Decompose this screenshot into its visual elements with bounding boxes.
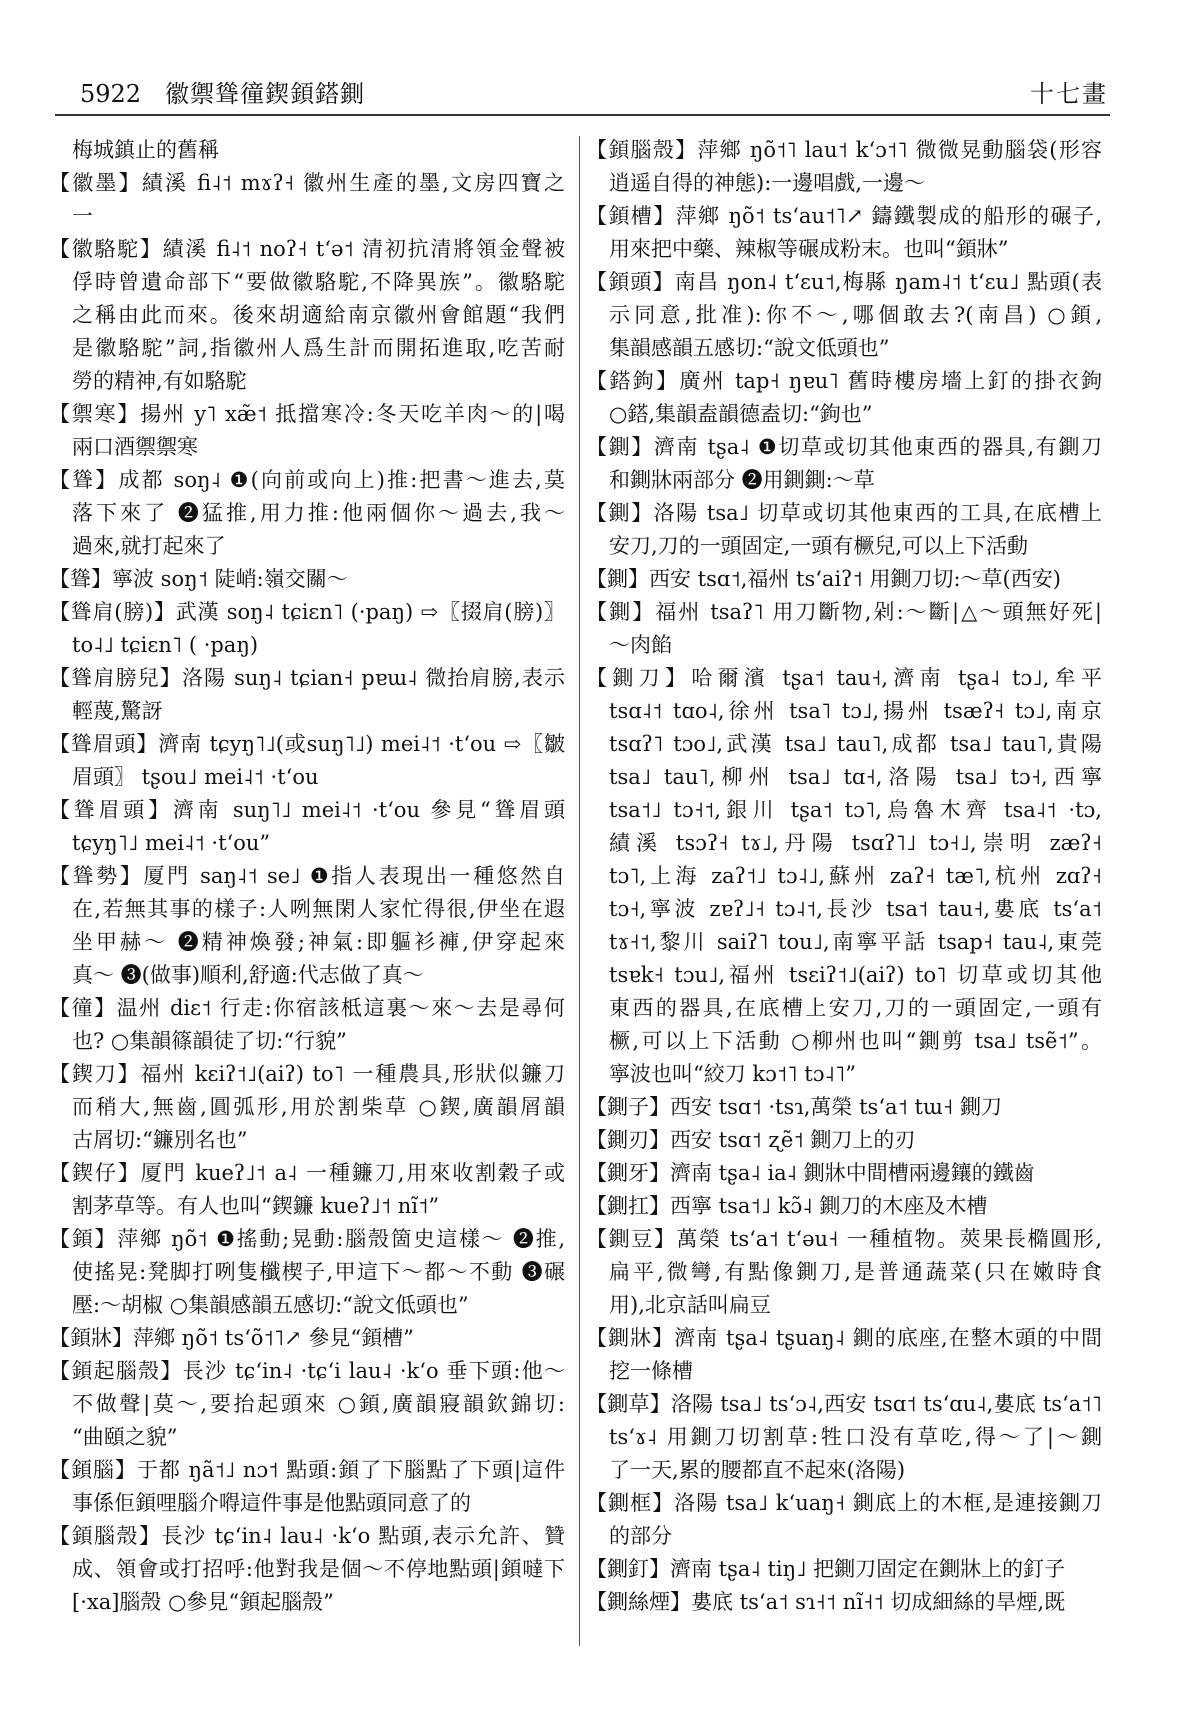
dictionary-entry — [586, 431, 1102, 497]
entry-line: tsɑʔ˥ tɔo˩,武漢 tsa˩ tau˥,成都 tsa˩ tau˥,貴陽 — [609, 732, 1102, 756]
entry-line: 也? ○集韻篠韻徒了切:“行貌” — [72, 1029, 347, 1053]
entry-line: “曲頤之貌” — [72, 1425, 178, 1449]
dictionary-entry — [586, 1124, 1102, 1157]
stroke-count: 十七畫 — [1030, 80, 1108, 108]
dictionary-entry — [586, 662, 1102, 1091]
entry-line: 過來,就打起來了 — [72, 534, 226, 558]
running-header — [60, 78, 1108, 110]
entry-line: 勞的精神,有如駱駝 — [72, 369, 247, 393]
entry-headline: 【鍘】福州 tsaʔ˥ 用刀斷物,剁:～斷|△～頭無好死| — [586, 600, 1102, 624]
dictionary-entry — [49, 860, 565, 992]
entry-line: 使搖晃:凳脚打咧隻櫼楔子,甲這下～都～不動 ❸碾 — [72, 1260, 565, 1284]
dictionary-entry — [49, 1223, 565, 1322]
entry-headline: 【聳眉頭】濟南 suŋ˥˩ mei˨˦ ·t‘ou 參見“聳眉頭 — [49, 798, 565, 822]
dictionary-entry — [586, 563, 1102, 596]
entry-line: tsɑ˨˦ tɑo˨,徐州 tsa˥ tɔ˩,揚州 tsæʔ˧ tɔ˩,南京 — [609, 699, 1102, 723]
dictionary-entry — [49, 1520, 565, 1619]
entry-line: 梅城鎮止的舊稱 — [72, 138, 219, 162]
entry-headline: 【顉頭】南昌 ŋon˨ t‘ɛu˦,梅縣 ŋam˨˦ t‘ɛu˩ 點頭(表 — [586, 270, 1102, 294]
entry-line: to˨˩ tɕiɛn˥ ( ·paŋ) — [72, 633, 259, 657]
entry-headline: 【聳肩(膀)】武漢 soŋ˨ tɕiɛn˥ (·paŋ) ⇨〖掇肩(膀)〗 — [49, 600, 565, 624]
dictionary-entry — [586, 1553, 1102, 1586]
dictionary-entry — [586, 596, 1102, 662]
page-number: 5922 — [80, 80, 142, 108]
entry-line: 事係佢顉哩腦介嘚這件事是他點頭同意了的 — [72, 1491, 471, 1515]
entry-headline: 【鍘絲煙】婁底 ts‘a˦ sɿ˧˦ nĩ˧˦ 切成細絲的旱煙,既 — [586, 1590, 1066, 1614]
entry-headline: 【顉腦】于都 ŋã˦˩ nɔ˦ 點頭:顉了下腦點了下頭|這件 — [49, 1458, 565, 1482]
entry-line: 落下來了 ❷猛推,用力推:他兩個你～過去,我～ — [72, 501, 565, 525]
entry-line: 示同意,批准):你不～,哪個敢去?(南昌) ○顉, — [609, 303, 1102, 327]
entry-headline: 【鍘】濟南 tʂa˨ ❶切草或切其他東西的器具,有鍘刀 — [586, 435, 1102, 459]
entry-headline: 【顉腦殼】長沙 tɕ‘in˨ lau˨ ·k‘o 點頭,表示允許、贊 — [49, 1524, 565, 1548]
entry-line: 壓:～胡椒 ○集韻感韻五感切:“說文低頭也” — [72, 1293, 469, 1317]
dictionary-entry — [586, 1586, 1102, 1619]
dictionary-entry — [49, 167, 565, 233]
dictionary-entry — [586, 1223, 1102, 1322]
entry-line: tɤ˧˦,黎川 saiʔ˥ tou˩,南寧平話 tsap˧ tau˨,東莞 — [609, 930, 1102, 954]
entry-line: 用),北京話叫扁豆 — [609, 1293, 771, 1317]
entry-headline: 【鍘】西安 tsɑ˦,福州 ts‘aiʔ˦ 用鍘刀切:～草(西安) — [586, 567, 1061, 591]
entry-headline: 【鍘草】洛陽 tsa˩ ts‘ɔ˨,西安 tsɑ˦ ts‘ɑu˨,婁底 ts‘a˦˥ — [586, 1392, 1102, 1416]
entry-line: 不做聲|莫～,要抬起頭來 ○顉,廣韻寢韻欽錦切: — [72, 1392, 565, 1416]
dictionary-entry — [49, 1058, 565, 1157]
entry-headline: 【聳】寧波 soŋ˦ 陡峭:嶺交關～ — [49, 567, 348, 591]
entry-headline: 【鍘牀】濟南 tʂa˨ tʂuaŋ˨ 鍘的底座,在整木頭的中間 — [586, 1326, 1102, 1350]
entry-line: 而稍大,無齒,圓弧形,用於割柴草 ○鍥,廣韻屑韻 — [72, 1095, 565, 1119]
entry-headline: 【顉】萍鄉 ŋõ˦ ❶搖動;晃動:腦殼箇史這樣～ ❷推, — [49, 1227, 565, 1251]
entry-headline: 【鍘刀】哈爾濱 tʂa˦ tau˧,濟南 tʂa˨ tɔ˩,牟平 — [586, 666, 1102, 690]
entry-line: 真～ ❸(做事)順利,舒適:代志做了真～ — [72, 963, 424, 987]
dictionary-entry — [586, 1487, 1102, 1553]
dictionary-entry — [586, 134, 1102, 200]
entry-line: 東西的器具,在底槽上安刀,刀的一頭固定,一頭有 — [609, 996, 1102, 1020]
dictionary-entry — [49, 1454, 565, 1520]
entry-line: 古屑切:“鐮別名也” — [72, 1128, 248, 1152]
entry-headline: 【鍘】洛陽 tsa˩ 切草或切其他東西的工具,在底槽上 — [586, 501, 1102, 525]
dictionary-entry — [49, 134, 565, 167]
dictionary-entry — [586, 266, 1102, 365]
entry-line: 輕蔑,驚訝 — [72, 699, 163, 723]
entry-line: 績溪 tsɔʔ˧ tɤ˩,丹陽 tsɑʔ˥˩ tɔ˧˩,崇明 zæʔ˧ — [609, 831, 1102, 855]
entry-line: 用來把中藥、辣椒等碾成粉末。也叫“顉牀” — [609, 237, 1009, 261]
entry-line: 的部分 — [609, 1524, 672, 1548]
entry-line: 寧波也叫“絞刀 kɔ˦˥ tɔ˨˥” — [609, 1062, 856, 1086]
entry-line: 和鍘牀兩部分 ❷用鍘鍘:～草 — [609, 468, 875, 492]
entry-line: 橛,可以上下活動 ○柳州也叫“鍘剪 tsa˩ tsẽ˦”。 — [609, 1029, 1102, 1053]
dictionary-entry — [49, 728, 565, 794]
entry-headline: 【鍘豆】萬榮 ts‘a˦ t‘əu˧ 一種植物。莢果長橢圓形, — [586, 1227, 1102, 1251]
dictionary-entry — [586, 1388, 1102, 1487]
entry-line: 兩口酒禦禦寒 — [72, 435, 198, 459]
entry-headline: 【顉槽】萍鄉 ŋõ˦ ts‘au˦˥↗ 鑄鐵製成的船形的碾子, — [586, 204, 1102, 228]
entry-line: [·xa]腦殼 ○參見“顉起腦殼” — [72, 1590, 334, 1614]
dictionary-entry — [586, 1322, 1102, 1388]
entry-line: 之稱由此而來。後來胡適給南京徽州會館題“我們 — [72, 303, 565, 327]
dictionary-entry — [49, 992, 565, 1058]
entry-line: 成、領會或打招呼:他對我是個～不停地點頭|顉噠下 — [72, 1557, 565, 1581]
dictionary-entry — [49, 1322, 565, 1355]
entry-line: tɕyŋ˥˩ mei˨˦ ·t‘ou” — [72, 831, 271, 855]
entry-line: tɔ˧,寧波 zɐʔ˩˧ tɔ˨˦,長沙 tsa˦ tau˧,婁底 ts‘a˦ — [609, 897, 1102, 921]
entry-line: 割茅草等。有人也叫“鍥鐮 kueʔ˩˦ nĩ˦” — [72, 1194, 440, 1218]
entry-headline: 【鍘子】西安 tsɑ˦ ·tsɿ,萬榮 ts‘a˦ tɯ˧ 鍘刀 — [586, 1095, 1002, 1119]
entry-headline: 【聳眉頭】濟南 tɕyŋ˥˩(或suŋ˥˩) mei˨˦ ·t‘ou ⇨〖皺 — [49, 732, 565, 756]
entry-line: tɔ˥,上海 zaʔ˦˩ tɔ˨˩,蘇州 zaʔ˧ tæ˥,杭州 zɑʔ˧ — [609, 864, 1102, 888]
entry-line: ～肉餡 — [609, 633, 672, 657]
entry-headline: 【徸】温州 diɛ˦ 行走:你宿該柢這裏～來～去是尋何 — [49, 996, 565, 1020]
entry-line: 扁平,微彎,有點像鍘刀,是普通蔬菜(只在嫩時食 — [609, 1260, 1102, 1284]
entry-line: tsa˦˩ tɔ˧˦,銀川 tʂa˦ tɔ˥,烏魯木齊 tsa˨˦ ·tɔ, — [609, 798, 1102, 822]
dictionary-entry — [49, 1157, 565, 1223]
entry-line: tsɐk˧ tɔu˩,福州 tsɛiʔ˦˩(aiʔ) to˥ 切草或切其他 — [609, 963, 1102, 987]
right-column — [586, 134, 1102, 1619]
dictionary-entry — [49, 596, 565, 662]
entry-line: 是徽駱駝”詞,指徽州人爲生計而開拓進取,吃苦耐 — [72, 336, 565, 360]
entry-headline: 【聳勢】厦門 saŋ˨˦ se˩ ❶指人表現出一種悠然自 — [49, 864, 565, 888]
dictionary-entry — [49, 1355, 565, 1454]
entry-line: 坐甲赫～ ❷精神煥發;神氣:即軀衫褲,伊穿起來 — [72, 930, 565, 954]
entry-headline: 【顉起腦殼】長沙 tɕ‘in˨ ·tɕ‘i lau˨ ·k‘o 垂下頭:他～ — [49, 1359, 565, 1383]
dictionary-entry — [49, 563, 565, 596]
entry-headline: 【聳肩膀兒】洛陽 suŋ˨ tɕian˧ pɐɯ˨ 微抬肩膀,表示 — [49, 666, 565, 690]
entry-headline: 【徽駱駝】績溪 fi˨˦ noʔ˧ t‘ə˦ 清初抗清將領金聲被 — [49, 237, 565, 261]
entry-line: 在,若無其事的樣子:人咧無閑人家忙得很,伊坐在遐 — [72, 897, 565, 921]
entry-line: 眉頭〗 tʂou˩ mei˨˦ ·t‘ou — [72, 765, 319, 789]
dictionary-entry — [49, 662, 565, 728]
entry-headline: 【顉牀】萍鄉 ŋõ˦ ts‘õ˦˥↗ 參見“顉槽” — [49, 1326, 414, 1350]
entry-headline: 【鍘扛】西寧 tsa˦˩ kɔ̃˨ 鍘刀的木座及木槽 — [586, 1194, 988, 1218]
header-headwords: 徽禦聳徸鍥顉鎝鍘 — [165, 80, 365, 108]
entry-headline: 【鍘框】洛陽 tsa˩ k‘uaŋ˧ 鍘底上的木框,是連接鍘刀 — [586, 1491, 1102, 1515]
dictionary-entry — [586, 200, 1102, 266]
entry-headline: 【鍘牙】濟南 tʂa˨ ia˨ 鍘牀中間槽兩邊鑲的鐵齒 — [586, 1161, 1035, 1185]
dictionary-entry — [49, 464, 565, 563]
column-divider — [579, 136, 580, 1646]
header-rule — [55, 114, 1110, 116]
entry-headline: 【聳】成都 soŋ˨ ❶(向前或向上)推:把書～進去,莫 — [49, 468, 565, 492]
entry-line: 了一天,累的腰都直不起來(洛陽) — [609, 1458, 906, 1482]
entry-headline: 【鎝鉤】廣州 tap˧ ŋɐu˥ 舊時樓房墻上釘的掛衣鉤 — [586, 369, 1102, 393]
entry-line: ts‘ɤ˨ 用鍘刀切割草:牲口没有草吃,得～了|～鍘 — [609, 1425, 1102, 1449]
entry-line: 一 — [72, 204, 93, 228]
dictionary-entry — [49, 233, 565, 398]
entry-line: 挖一條槽 — [609, 1359, 693, 1383]
dictionary-entry — [49, 794, 565, 860]
entry-headline: 【禦寒】揚州 y˥ xæ̃˦ 抵擋寒冷:冬天吃羊肉～的|喝 — [49, 402, 565, 426]
entry-headline: 【鍥仔】厦門 kueʔ˩˦ a˨ 一種鐮刀,用來收割穀子或 — [49, 1161, 565, 1185]
dictionary-entry — [586, 365, 1102, 431]
dictionary-entry — [586, 1190, 1102, 1223]
entry-headline: 【徽墨】績溪 fi˨˦ mɤʔ˧ 徽州生產的墨,文房四寶之 — [49, 171, 565, 195]
entry-headline: 【顉腦殼】萍鄉 ŋõ˦˥ lau˦ k‘ɔ˦˥ 微微晃動腦袋(形容 — [586, 138, 1102, 162]
entry-line: 安刀,刀的一頭固定,一頭有橛兒,可以上下活動 — [609, 534, 1029, 558]
dictionary-entry — [49, 398, 565, 464]
entry-line: ○鎝,集韻盍韻德盍切:“鉤也” — [609, 402, 873, 426]
left-column — [49, 134, 565, 1619]
entry-line: 俘時曾遺命部下“要做徽駱駝,不降異族”。徽駱駝 — [72, 270, 565, 294]
dictionary-entry — [586, 497, 1102, 563]
entry-headline: 【鍘釘】濟南 tʂa˨ tiŋ˩ 把鍘刀固定在鍘牀上的釘子 — [586, 1557, 1066, 1581]
entry-headline: 【鍘刃】西安 tsɑ˦ ʐẽ˦ 鍘刀上的刃 — [586, 1128, 916, 1152]
dictionary-entry — [586, 1091, 1102, 1124]
entry-line: 集韻感韻五感切:“說文低頭也” — [609, 336, 890, 360]
dictionary-entry — [586, 1157, 1102, 1190]
entry-line: tsa˩ tau˥,柳州 tsa˩ tɑ˧,洛陽 tsa˩ tɔ˧,西寧 — [609, 765, 1102, 789]
entry-line: 逍遥自得的神態):一邊唱戲,一邊～ — [609, 171, 925, 195]
entry-headline: 【鍥刀】福州 kɛiʔ˦˩(aiʔ) to˥ 一種農具,形狀似鐮刀 — [49, 1062, 565, 1086]
